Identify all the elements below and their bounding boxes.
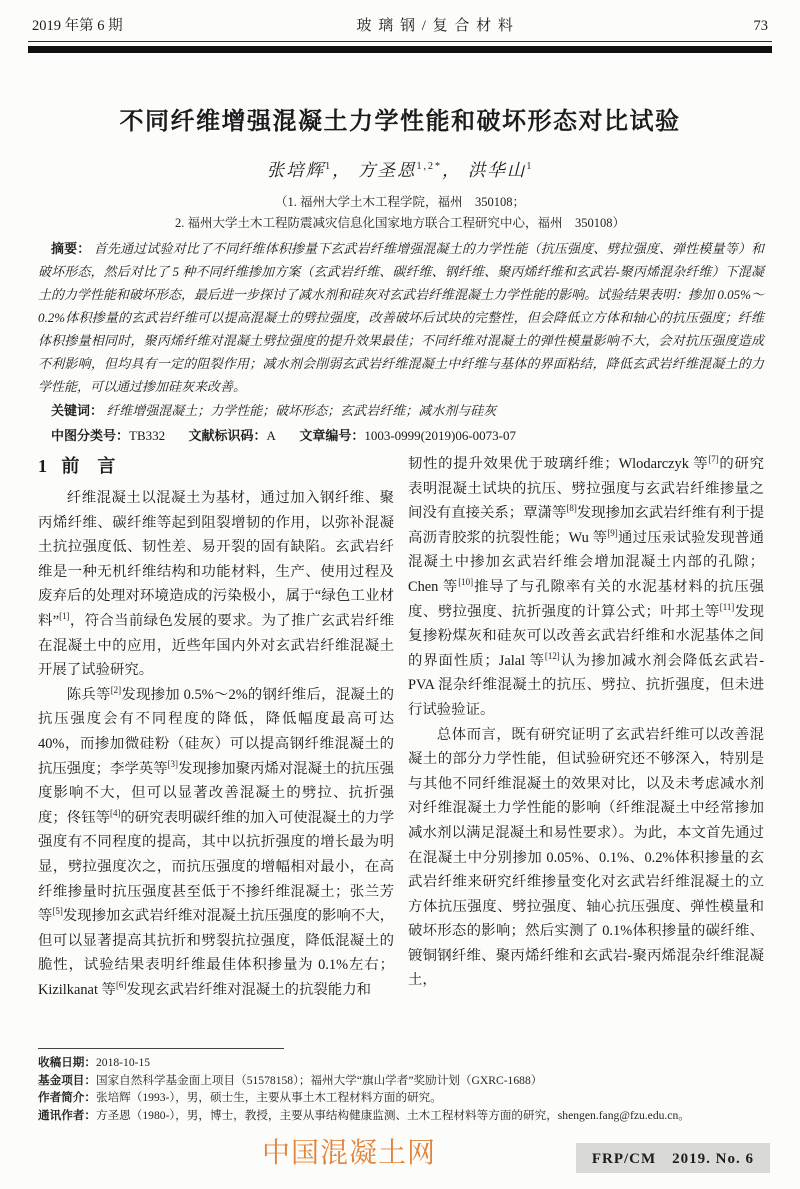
watermark-china-concrete-net: 中国混凝土网 [262,1137,437,1168]
paper-title: 不同纤维增强混凝土力学性能和破坏形态对比试验 [119,109,681,135]
footnote-label: 收稿日期： [38,1056,96,1069]
classification-line [38,424,764,447]
affiliations [0,192,800,234]
body-columns [38,452,764,1002]
journal-issue-box: FRP/CM 2019. No. 6 [576,1143,770,1173]
section-1-heading [38,452,394,478]
author-superscript: 1 [325,161,333,173]
section-1-title: 前 言 [61,456,116,476]
footnote-line: 通讯作者：方圣恩（1980-），男，博士，教授，主要从事结构健康监测、土木工程材料等方面的研究，shengen.fang@fzu.edu.cn。 [38,1108,690,1122]
keywords [38,399,764,422]
affiliation-line: （1. 福州大学土木工程学院，福州 350108； [274,195,525,209]
footnote-line: 基金项目：国家自然科学基金面上项目（51578158）；福州大学“旗山学者”奖励计划（GXRC-1688） [38,1073,543,1087]
author: 张培辉 [266,160,326,180]
author: 方圣恩 [358,160,417,180]
header-row [28,12,772,42]
footnote-label: 作者简介： [38,1091,96,1105]
keywords-label: 关键词： [51,403,104,418]
footnote-line: 收稿日期：2018-10-15 [38,1056,151,1069]
classification-label: 文章编号： [299,428,365,443]
page-header [28,12,772,53]
classification-item: 文章编号：1003-0999(2019)06-0073-07 [299,428,516,443]
issue-label: 2019 年第 6 期 [32,18,123,34]
section-1-number: 1 [38,456,47,476]
body-paragraph: 总体而言，既有研究证明了玄武岩纤维可以改善混凝土的部分力学性能，但试验研究还不够深入，特别是与其他不同纤维混凝土的效果对比，以及未考虑减水剂对纤维混凝土力学性能的影响（纤维混凝土中经常掺加减水剂以满足混凝土和易性要求）。为此，本文首先通过在混凝土中分别掺加 0.05%、0.1%、0.2%体积掺量的玄武岩纤维来研究纤维掺量变化对玄武岩纤维混凝土的立方体抗压强度、劈拉强度、轴心抗压强度、弹性模量和破坏形态的影响；然后实测了 0.1%体积掺量的碳纤维、镀铜钢纤维、聚丙烯纤维和玄武岩-聚丙烯混杂纤维混凝土， [408,726,764,989]
front-matter [38,237,764,447]
author-line: 张培辉$^1$， 方圣恩$^{1,2*}$， 洪华山$^1$ [266,160,534,180]
classification-label: 中图分类号： [51,428,130,443]
journal-name: 玻璃钢/复合材料 [356,18,520,34]
footnote-label: 基金项目： [38,1073,96,1087]
affiliation-line: 2. 福州大学土木工程防震减灾信息化国家地方联合工程研究中心，福州 350108） [174,216,625,230]
footnote-label: 通讯作者： [38,1108,96,1122]
footnote-line: 作者简介：张培辉（1993-），男，硕士生，主要从事土木工程材料方面的研究。 [38,1091,442,1105]
body-paragraph: 陈兵等[2]发现掺加 0.5%～2%的钢纤维后，混凝土的抗压强度会有不同程度的降低，降低幅度最高可达 40%，而掺加微硅粉（硅灰）可以提高钢纤维混凝土的抗压强度；李学英等[3]发现掺加聚丙烯对混凝土的抗压强度影响不大，但可以显著改善混凝土的劈拉、抗折强度；佟钰等[4]的研究表明碳纤维的加入可使混凝土的力学强度有不同程度的提高，其中以抗折强度的增长最为明显，劈拉强度次之，而抗压强度的增幅相对最小，在高纤维掺量时抗压强度甚至低于不掺纤维混凝土；张兰芳等[5]发现掺加玄武岩纤维对混凝土抗压强度的影响不大，但可以显著提高其抗折和劈裂抗拉强度，降低混凝土的脆性，试验结果表明纤维最佳体积掺量为 0.1%左右；Kizilkanat 等[6]发现玄武岩纤维对混凝土的抗裂能力和 [38,684,394,998]
page-number: 73 [753,18,768,34]
author-superscript: 1,2* [416,161,442,173]
classification-item: 中图分类号：TB332 [51,428,166,443]
footnote-lines [38,1054,764,1124]
keywords-text: 纤维增强混凝土；力学性能；破坏形态；玄武岩纤维；减水剂与硅灰 [106,403,497,418]
classification-label: 文献标识码： [188,428,267,443]
body-paragraph: 纤维混凝土以混凝土为基材，通过加入钢纤维、聚丙烯纤维、碳纤维等起到阻裂增韧的作用，以弥补混凝土抗拉强度低、韧性差、易开裂的固有缺陷。玄武岩纤维是一种无机纤维结构和功能材料，生产、使用过程及废弃后的处理对环境造成的污染极小，属于“绿色工业材料”[1]，符合当前绿色发展的要求。为了推广玄武岩纤维在混凝土中的应用，近些年国内外对玄武岩纤维混凝土开展了试验研究。 [38,490,394,679]
author-superscript: 1 [526,161,534,173]
right-column [408,452,764,1002]
header-thick-rule [28,46,772,53]
abstract [38,237,764,398]
classification-item: 文献标识码：A [188,428,276,443]
abstract-text: 首先通过试验对比了不同纤维体积掺量下玄武岩纤维增强混凝土的力学性能（抗压强度、劈拉强度、弹性模量等）和破坏形态，然后对比了 5 种不同纤维掺加方案（玄武岩纤维、碳纤维、钢纤维、聚丙烯纤维和玄武岩-聚丙烯混杂纤维）下混凝土的力学性能和破坏形态，最后进一步探讨了减水剂和硅灰对玄武岩纤维混凝土力学性能的影响。试验结果表明：掺加 0.05%～0.2%体积掺量的玄武岩纤维可以提高混凝土的劈拉强度，改善破坏后试块的完整性，但会降低立方体和轴心的抗压强度；纤维体积掺量相同时，聚丙烯纤维对混凝土劈拉强度的提升效果最佳；不同纤维对混凝土的弹性模量影响不大，会对抗压强度造成不利影响，但均具有一定的阻裂作用；减水剂会削弱玄武岩纤维混凝土中纤维与基体的界面粘结，降低玄武岩纤维混凝土的力学性能，可以通过掺加硅灰来改善。 [38,241,764,394]
author: 洪华山 [467,160,527,180]
footnote-rule [38,1048,284,1049]
footnote-block [38,1048,764,1124]
left-column [38,452,394,1002]
abstract-label: 摘要： [51,241,91,256]
body-paragraph: 韧性的提升效果优于玻璃纤维；Wlodarczyk 等[7]的研究表明混凝土试块的抗压、劈拉强度与玄武岩纤维掺量之间没有直接关系；覃潇等[8]发现掺加玄武岩纤维有利于提高沥青胶浆的抗裂性能；Wu 等[9]通过压汞试验发现普通混凝土中掺加玄武岩纤维会增加混凝土内部的孔隙；Chen 等[10]推导了与孔隙率有关的水泥基材料的抗压强度、劈拉强度、抗折强度的计算公式；叶邦土等[11]发现复掺粉煤灰和硅灰可以改善玄武岩纤维和水泥基体之间的界面性质；Jalal 等[12]认为掺加减水剂会降低玄武岩-PVA 混杂纤维混凝土的抗压、劈拉、抗折强度，但未进行试验验证。 [408,454,764,718]
